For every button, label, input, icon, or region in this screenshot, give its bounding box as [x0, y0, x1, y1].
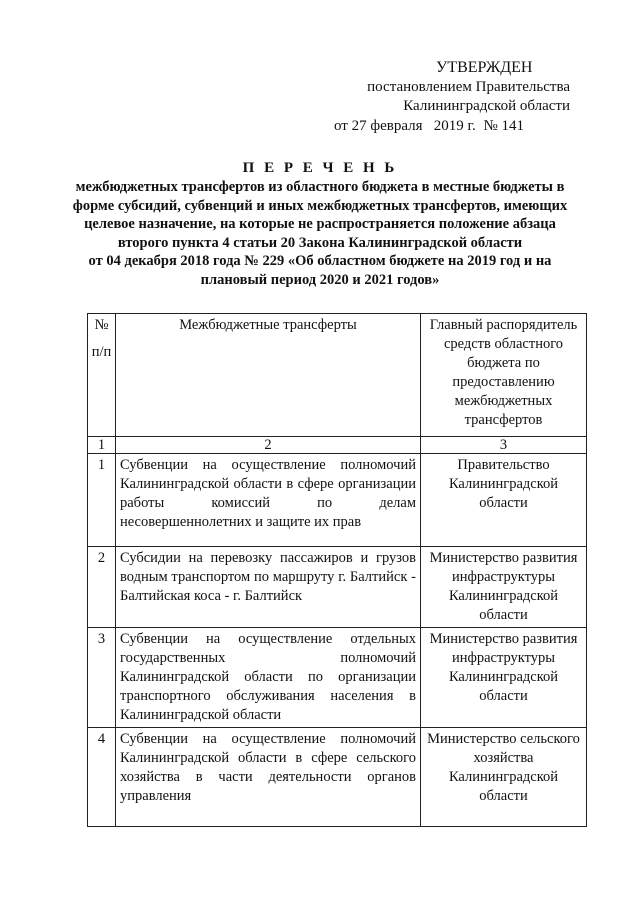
row-transfer: Субсидии на перевозку пассажиров и грузов водным транспортом по маршруту г. Балтийск - Балтийская коса - г. Балтийск — [116, 547, 421, 628]
row-administrator: Министерство сельского хозяйства Калининградской области — [421, 728, 587, 827]
row-number: 2 — [88, 547, 116, 628]
title-line: форме субсидий, субвенций и иных межбюджетных трансфертов, имеющих — [72, 197, 568, 214]
column-number: 1 — [88, 437, 116, 454]
column-number: 2 — [116, 437, 421, 454]
header-administrator: Главный распорядитель средств областного бюджета по предоставлению межбюджетных трансфертов — [421, 314, 587, 437]
row-administrator: Министерство развития инфраструктуры Калининградской области — [421, 547, 587, 628]
table-row — [88, 547, 587, 628]
row-transfer: Субвенции на осуществление полномочий Калининградской области в сфере организации работы комиссий по делам несовершеннолетних и защите их прав — [116, 454, 421, 547]
date-month: февраля — [370, 118, 423, 134]
row-administrator: Министерство развития инфраструктуры Калининградской области — [421, 628, 587, 728]
column-number: 3 — [421, 437, 587, 454]
table-row — [88, 728, 587, 827]
table-row — [88, 628, 587, 728]
table-header-row — [88, 314, 587, 437]
title-line: межбюджетных трансфертов из областного бюджета в местные бюджеты в — [75, 179, 565, 195]
title-line: от 04 декабря 2018 года № 229 «Об областном бюджете на 2019 год и на — [88, 253, 552, 269]
column-numbers-row — [88, 437, 587, 454]
title-line: плановый период 2020 и 2021 годов» — [200, 271, 440, 288]
row-administrator: Правительство Калининградской области — [421, 454, 587, 547]
date-prefix: от — [334, 118, 348, 134]
row-transfer: Субвенции на осуществление отдельных государственных полномочий Калининградской области по организации транспортного обслуживания населения в Калининградской области — [116, 628, 421, 728]
row-number: 1 — [88, 454, 116, 547]
document-number: 141 — [501, 118, 525, 134]
row-transfer: Субвенции на осуществление полномочий Калининградской области в сфере сельского хозяйства в части деятельности органов управления — [116, 728, 421, 827]
title-line: целевое назначение, на которые не распространяется положение абзаца — [84, 216, 556, 232]
header-transfers: Межбюджетные трансферты — [116, 314, 421, 437]
date-year: 2019 г. — [433, 118, 476, 134]
header-num — [88, 314, 116, 437]
row-number: 4 — [88, 728, 116, 827]
approval-line-2: Калининградской области — [403, 98, 570, 114]
number-label: № — [483, 118, 498, 134]
title-line: второго пункта 4 статьи 20 Закона Калининградской области — [117, 234, 523, 251]
transfers-table — [87, 313, 587, 827]
document-title — [70, 158, 570, 289]
table-row — [88, 454, 587, 547]
date-day: 27 — [351, 118, 367, 134]
approval-block — [330, 58, 570, 136]
title-heading: П Е Р Е Ч Е Н Ь — [242, 160, 398, 176]
header-num-label: п/п — [91, 344, 112, 360]
approval-heading: УТВЕРЖДЕН — [436, 59, 533, 76]
header-num-symbol: № — [94, 317, 109, 333]
approval-line-1: постановлением Правительства — [367, 79, 570, 95]
row-number: 3 — [88, 628, 116, 728]
approval-date — [334, 116, 570, 136]
